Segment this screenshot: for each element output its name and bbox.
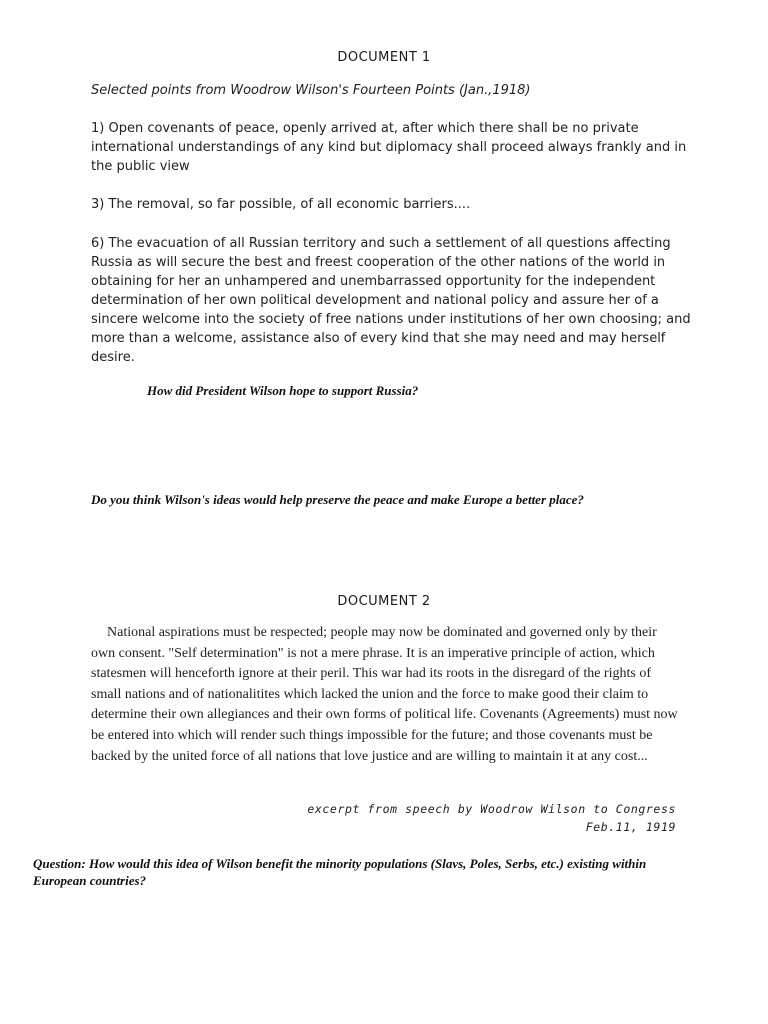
question-russia: How did President Wilson hope to support Russia?: [147, 383, 419, 398]
document-1-intro: Selected points from Woodrow Wilson's Fourteen Points (Jan.,1918): [91, 83, 531, 98]
citation-source: excerpt from speech by Woodrow Wilson to Congress: [307, 802, 676, 816]
question-peace: Do you think Wilson's ideas would help preserve the peace and make Europe a better place?: [91, 492, 584, 507]
speech-excerpt: National aspirations must be respected; people may now be dominated and governed only by their own consent. "Self determination" is not a mere phrase. It is an imperative principle of action, which statesmen will henceforth ignore at their peril. This war had its roots in the disregard of the rights of small nations and of nationalitites which lacked the union and the force to make good their claim to determine their own allegiances and their own forms of political life. Covenants (Agreements) must now be entered into which will render such things impossible for the future; and those covenants must be backed by the united force of all nations that love justice and are willing to maintain it at any cost...: [91, 625, 678, 764]
citation-date: Feb.11, 1919: [585, 820, 676, 834]
question-minorities: Question: How would this idea of Wilson benefit the minority populations (Slavs, Poles, Serbs, etc.) existing within European countries?: [33, 856, 647, 888]
point-3: 3) The removal, so far possible, of all economic barriers....: [91, 197, 471, 212]
point-1: 1) Open covenants of peace, openly arrived at, after which there shall be no private international understandings of any kind but diplomacy shall proceed always frankly and in the public view: [91, 121, 687, 174]
document-1-heading: DOCUMENT 1: [337, 50, 431, 65]
point-6: 6) The evacuation of all Russian territory and such a settlement of all questions affecting Russia as will secure the best and freest cooperation of the other nations of the world in obtaining for her an unhampered and unembarrassed opportunity for the independent determination of her own political development and national policy and assure her of a sincere welcome into the society of free nations under institutions of her own choosing; and more than a welcome, assistance also of every kind that she may need and may herself desire.: [91, 236, 691, 365]
document-2-heading: DOCUMENT 2: [337, 594, 431, 609]
